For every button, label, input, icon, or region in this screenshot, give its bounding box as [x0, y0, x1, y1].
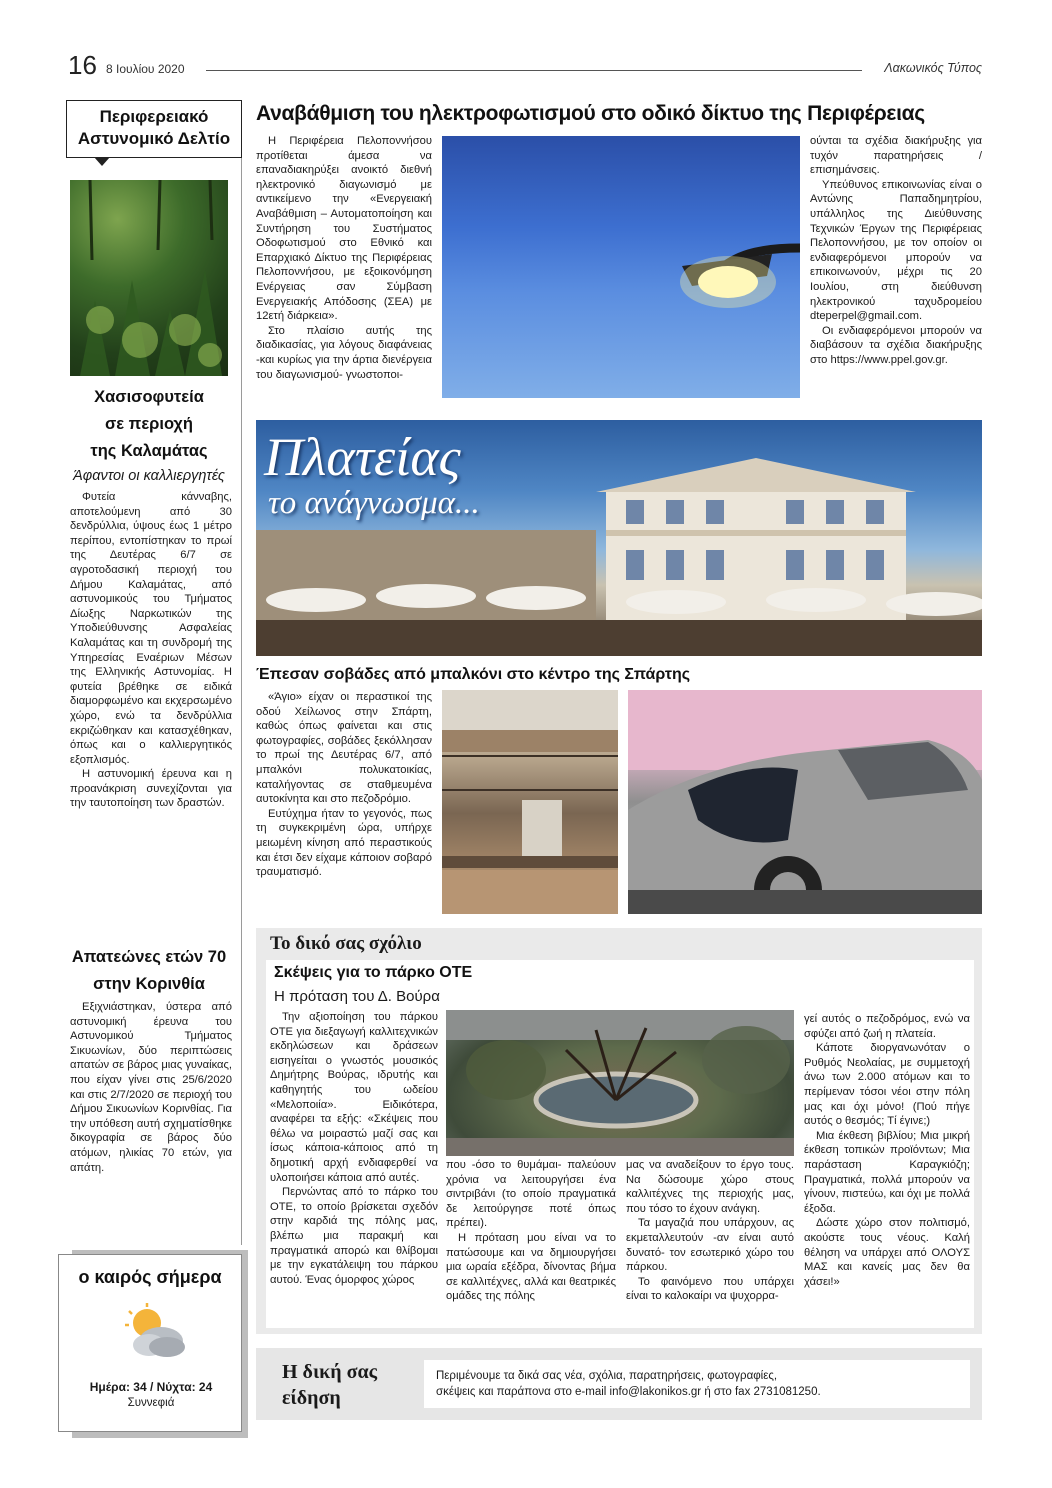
comment-title: Σκέψεις για το πάρκο ΟΤΕ	[274, 964, 473, 981]
plateias-title-l1: Πλατείας	[264, 427, 461, 487]
bulletin-title-line1: Περιφερειακό	[99, 107, 209, 126]
comment-c1-p1: Την αξιοποίηση του πάρκου ΟΤΕ για διεξαγωγή καλλιτεχνικών εκδηλώσεων και δράσεων εισηγείται ο γνωστός μουσικός Δημήτρης Βούρας, ιδρυτής και καθηγητής του ωδείου «Μελοποιία». Ειδικότερα, αναφέρει τα εξής: «Σκέψεις που θέλω να μοιραστώ μαζί σας και ίσως κάποια-κάποιος από τη δημοτική αρχή ενδιαφερθεί να υλοποιήσει κάποια από αυτές.	[270, 1011, 438, 1184]
partly-cloudy-icon	[123, 1303, 187, 1359]
lighting-left-p1: Η Περιφέρεια Πελοποννήσου προτίθεται άμεσα να επαναδιακηρύξει ανοικτό διεθνή ηλεκτρονικό διαγωνισμό με αντικείμενο την «Ενεργειακή Αναβάθμιση – Αυτοματοποίηση και Συντήρηση του Συστήματος Οδοφωτισμού στο Εθνικό και Επαρχιακό Δίκτυο της Περιφέρειας Πελοποννήσου, με εξοικονόμηση Ενέργειας σαν Σύμβαση Ενεργειακής Απόδοσης (ΣΕΑ) με 12ετή διάρκεια».	[256, 135, 432, 323]
cannabis-field-photo	[70, 180, 228, 376]
park-fountain-photo	[446, 1010, 794, 1156]
lighting-right-p1: ούνται τα σχέδια διακήρυξης για τυχόν παρατηρήσεις / επισημάνσεις.	[810, 135, 982, 177]
story-cannabis-subtitle: Άφαντοι οι καλλιεργητές	[73, 468, 225, 484]
story-fraud	[66, 944, 232, 1175]
comment-c2-p1: που -όσο το θυμάμαι- παλεύουν χρόνια να λειτουργήσει ένα σιντριβάνι (το οποίο πραγματικά δε λειτούργησε ποτέ όπως πρέπει).	[446, 1159, 616, 1230]
lighting-headline: Αναβάθμιση του ηλεκτροφωτισμού στο οδικό δίκτυο της Περιφέρειας	[256, 102, 925, 125]
newspaper-name: Λακωνικός Τύπος	[884, 61, 982, 75]
comment-c2-p2: Η πρόταση μου είναι να το πατώσουμε και να δημιουργήσει μια ωραία εξέδρα, δίνοντας βήμα σε καλλιτέχνες, αλλά και θεατρικές ομάδες της πόλης	[446, 1231, 616, 1303]
header-rule	[206, 70, 862, 71]
sparta-p1: «Άγιο» είχαν οι περαστικοί της οδού Χείλωνος στην Σπάρτη, καθώς όπως φαίνεται και στις φωτογραφίες, σοβάδες ξεκόλλησαν το πρωί της Δευτέρας 6/7, από μπαλκόνι πολυκατοικίας, καταλήγοντας σε σταθμευμένα αυτοκίνητα και στο πεζοδρόμιο.	[256, 691, 432, 806]
comment-subtitle: Η πρόταση του Δ. Βούρα	[274, 988, 440, 1005]
lighting-col-right	[810, 134, 982, 368]
lighting-right-p2: Υπεύθυνος επικοινωνίας είναι ο Αντώνης Παπαδημητρίου, υπάλληλος της Διεύθυνσης Τεχνικών Έργων της Περιφέρειας Πελοποννήσου, με τον οποίον οι ενδιαφερόμενοι μπορούν να επικοινωνούν, μέχρι τις 20 Ιουλίου, στη διεύθυνση ηλεκτρονικού ταχυδρομείου dteperpel@gmail.com.	[810, 178, 982, 323]
bulletin-pointer	[94, 157, 110, 166]
plateias-title-l2: το ανάγνωσμα...	[268, 485, 480, 521]
comment-col-3	[626, 1158, 794, 1304]
damaged-car-photo	[628, 690, 982, 914]
story-cannabis-title-l3: της Καλαμάτας	[90, 442, 208, 460]
comment-c4-p4: Δώστε χώρο στον πολιτισμό, ακούστε τους νέους. Καλή θέληση να υπάρχει από ΟΛΟΥΣ ΜΑΣ και κανείς μας δεν θα χάσει!»	[804, 1217, 970, 1288]
street-lamp-photo	[442, 136, 800, 398]
balcony-photo	[442, 690, 618, 914]
story-fraud-p1: Εξιχνιάστηκαν, ύστερα από αστυνομική έρευνα του Αστυνομικού Τμήματος Σικυωνίων, δύο περιπτώσεις απατών σε βάρος μιας γυναίκας, που είχαν γίνει στις 25/6/2020 και στις 2/7/2020 σε περιοχή του Δήμου Σικυωνίων Κορινθίας. Για την υπόθεση αυτή σχηματίσθηκε δικογραφία σε βάρος δύο ατόμων, ηλικίας 70 ετών, για απάτη.	[70, 1001, 232, 1174]
bulletin-title-box	[66, 100, 242, 158]
weather-temps: Ημέρα: 34 / Νύχτα: 24	[89, 1380, 213, 1394]
your-news-title-l2: είδηση	[282, 1387, 341, 1409]
weather-title: ο καιρός σήμερα	[78, 1267, 222, 1287]
lighting-col-left	[256, 134, 432, 382]
story-fraud-title-l1: Απατεώνες ετών 70	[71, 948, 227, 966]
story-cannabis-title-l2: σε περιοχή	[104, 415, 194, 433]
story-cannabis-p2: Η αστυνομική έρευνα και η προανάκριση συνεχίζονται για την ταυτοποίηση των δραστών.	[70, 768, 232, 810]
story-cannabis-p1: Φυτεία κάνναβης, αποτελούμενη από 30 δενδρύλλια, ύψους έως 1 μέτρο περίπου, εντοπίστηκαν το πρωί της Δευτέρας 6/7 σε αγροτοδασική περιοχή του Δήμου Καλαμάτας, από αστυνομικούς του Τμήματος Δίωξης Ναρκωτικών της Υποδιεύθυνσης Ασφαλείας Καλαμάτας και τη συνδρομή της Υπηρεσίας Εναέριων Μέσων της Ελληνικής Αστυνομίας. Η φυτεία βρέθηκε σε ειδικά διαμορφωμένο και εκχερσωμένο χώρο, ενώ τα δενδρύλλια εκριζώθηκαν και κατασχέθηκαν, όπως και ο καλλιεργητικός εξοπλισμός.	[70, 491, 232, 766]
weather-condition: Συννεφιά	[127, 1397, 175, 1409]
comment-c3-p1: μας να αναδείξουν το έργο τους. Να δώσουμε χώρο στους καλλιτέχνες της περιοχής μας, που τόσο το έχουν ανάγκη.	[626, 1159, 794, 1215]
page-number: 16	[68, 50, 97, 80]
sparta-headline: Έπεσαν σοβάδες από μπαλκόνι στο κέντρο της Σπάρτης	[256, 666, 691, 683]
your-news-text-l2: σκέψεις και παράπονα στο e-mail info@lakonikos.gr ή στο fax 2731081250.	[436, 1386, 821, 1398]
comment-col-1	[270, 1010, 438, 1287]
comment-col-4	[804, 1012, 970, 1289]
page-header	[0, 0, 1052, 80]
lighting-right-p3: Οι ενδιαφερόμενοι μπορούν να διαβάσουν τα σχέδια διακήρυξης στο https://www.ppel.gov.gr.	[810, 324, 982, 366]
bulletin-title-line2: Αστυνομικό Δελτίο	[77, 129, 231, 148]
comment-c4-p1: γεί αυτός ο πεζοδρόμος, ενώ να σφύζει από ζωή η πλατεία.	[804, 1013, 970, 1040]
your-news-text-l1: Περιμένουμε τα δικά σας νέα, σχόλια, παρατηρήσεις, φωτογραφίες,	[436, 1370, 778, 1382]
story-cannabis-title-l1: Χασισοφυτεία	[94, 388, 204, 406]
your-news-title-l1: Η δική σας	[282, 1361, 378, 1383]
sparta-p2: Ευτύχημα ήταν το γεγονός, πως τη συγκεκριμένη ώρα, υπήρχε μειωμένη κίνηση από περαστικούς και έτσι δεν είχαμε κάποιον σοβαρό τραυματισμό.	[256, 807, 432, 879]
comment-c4-p2: Κάποτε διοργανωνόταν ο Ρυθμός Νεολαίας, με συμμετοχή άνω των 2.000 ατόμων και το περίμεναν τόσοι νέοι στην πόλη μας και όχι μόνο! (Πού πήγε αυτός ο θεσμός; Τί έγινε;)	[804, 1042, 970, 1128]
story-fraud-title-l2: στην Κορινθία	[93, 975, 205, 993]
comment-c3-p3: Το φαινόμενο που υπάρχει είναι το καλοκαίρι να ψυχορρα-	[626, 1275, 794, 1303]
sparta-body	[256, 690, 432, 880]
comment-col-2	[446, 1158, 616, 1304]
issue-date: 8 Ιουλίου 2020	[106, 62, 185, 76]
comment-section-title: Το δικό σας σχόλιο	[270, 933, 422, 954]
weather-box	[58, 1254, 242, 1432]
your-news-textbox	[424, 1360, 970, 1408]
comment-c1-p2: Περνώντας από το πάρκο του ΟΤΕ, το οποίο βρίσκεται σχεδόν στην καρδιά της πόλης μας, βλέπω μια παρακμή και πραγματικά απορώ και θλίβομαι με την εγκατάλειψη του πάρκου αυτού. Ένας όμορφος χώρος	[270, 1186, 438, 1286]
comment-c4-p3: Μια έκθεση βιβλίου; Μια μικρή έκθεση τοπικών προϊόντων; Μια παράσταση Καραγκιόζη; Πραγματικά, πολλά μπορούν να γίνουν, πιστεύω, και όχι με πολλά έξοδα.	[804, 1129, 970, 1215]
lighting-left-p2: Στο πλαίσιο αυτής της διαδικασίας, για λόγους διαφάνειας -και κυρίως για την άρτια διενέργεια του διαγωνισμού- γνωστοποι-	[256, 324, 432, 381]
story-cannabis	[66, 384, 232, 811]
comment-c3-p2: Τα μαγαζιά που υπάρχουν, ας εκμεταλλευτούν -αν είναι αυτό δυνατό- τον εσωτερικό χώρο του πάρκου.	[626, 1217, 794, 1274]
